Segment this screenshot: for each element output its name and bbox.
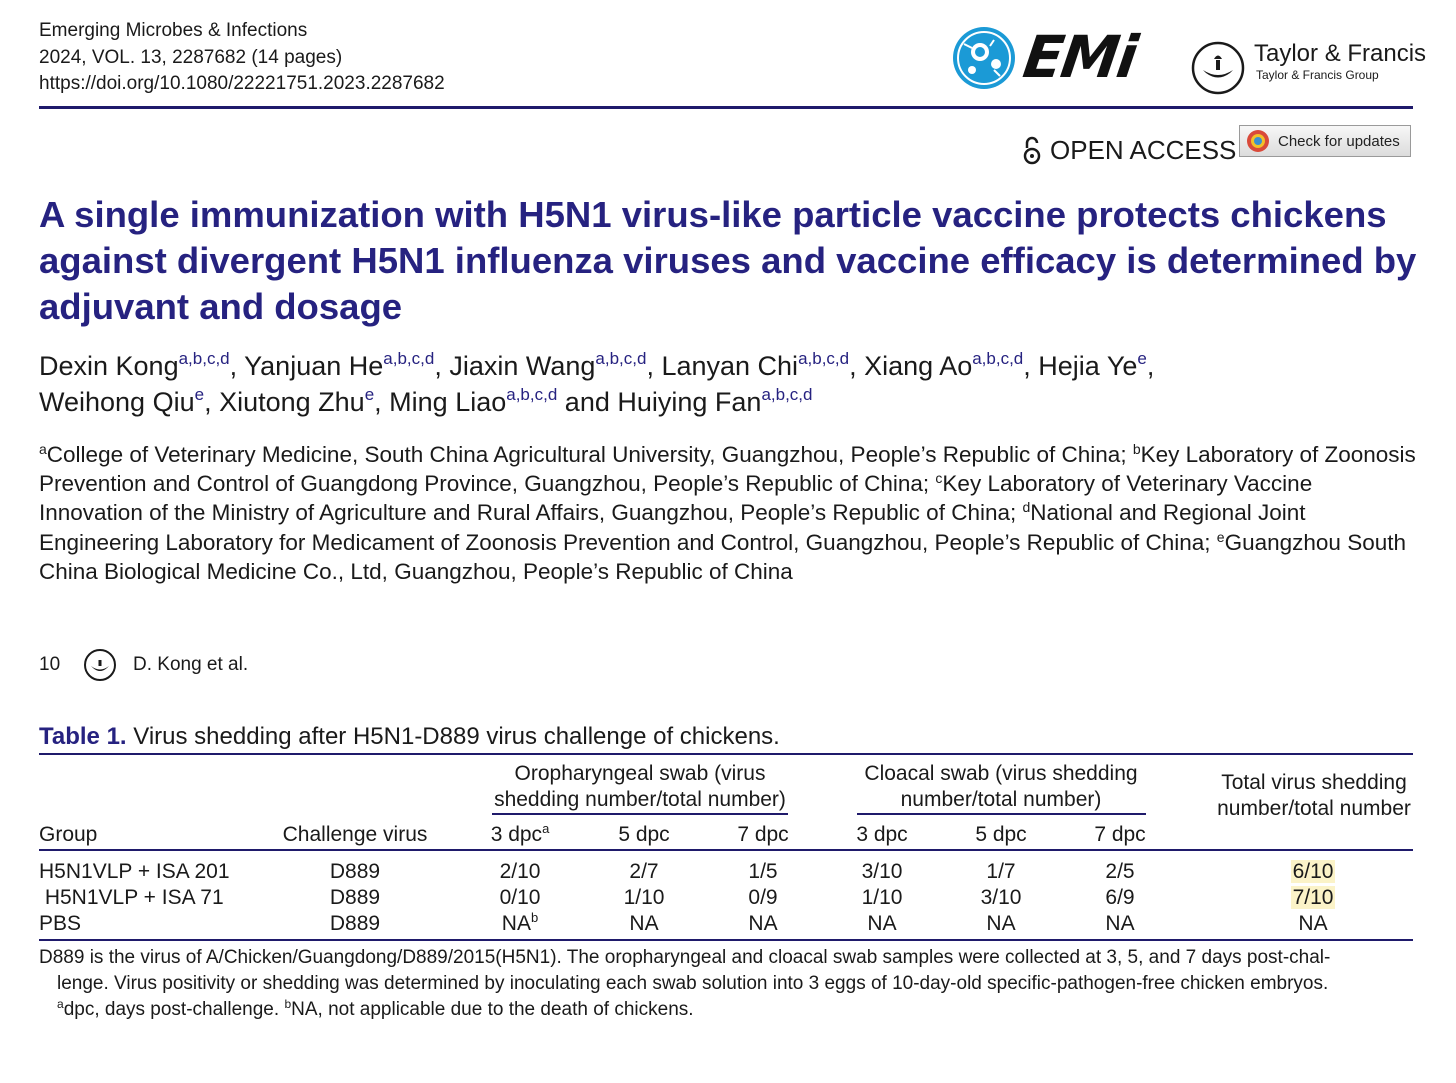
cell-oro-3dpc: $NA^b$ bbox=[501, 910, 539, 935]
cell-oro-5dpc: 2/7 bbox=[629, 860, 659, 883]
article-title: A single immunization with H5N1 virus-like particle vaccine protects chickens against divergent H5N1 influenza viruses and vaccine efficacy is determined by adjuvant and dosage bbox=[39, 194, 1417, 327]
open-lock-icon bbox=[1022, 135, 1042, 165]
author-list: Dexin Kong$^{a,b,c,d}$, Yanjuan He$^{a,b,c,d}$, Jiaxin Wang$^{a,b,c,d}$, Lanyan Chi$^{a,b,c,d}$, Xiang Ao$^{a,b,c,d}$, Hejia Ye$^e$, Weihong Qiu$^e$, Xiutong Zhu$^e$, Ming Liao$^{a,b,c,d}$ and Huiying Fan$^{a,b,c,d}$ bbox=[39, 349, 1155, 417]
cell-clo-7dpc: 2/5 bbox=[1105, 860, 1135, 883]
check-for-updates-button[interactable] bbox=[1239, 125, 1411, 157]
highlighted-total: 7/10 bbox=[1292, 886, 1334, 909]
table-caption: Table 1. Virus shedding after H5N1-D889 virus challenge of chickens. bbox=[39, 723, 780, 750]
cell-oro-7dpc: 1/5 bbox=[748, 860, 778, 883]
cell-clo-7dpc: 6/9 bbox=[1105, 886, 1135, 909]
header-oropharyngeal: Oropharyngeal swab (virus shedding number/total number) bbox=[494, 762, 786, 811]
header-oro-7dpc: 7 dpc bbox=[737, 823, 789, 846]
journal-volume: 2024, VOL. 13, 2287682 (14 pages) bbox=[39, 46, 343, 68]
oropharyngeal-subrule bbox=[492, 813, 788, 815]
author[interactable]: Yanjuan He$^{a,b,c,d}$ bbox=[244, 349, 435, 381]
cell-total bbox=[1263, 859, 1363, 885]
header-clo-7dpc: 7 dpc bbox=[1094, 823, 1146, 846]
virus-globe-icon bbox=[950, 24, 1018, 92]
header-group: Group bbox=[39, 823, 98, 846]
cell-virus: D889 bbox=[329, 860, 381, 883]
cell-clo-7dpc: NA bbox=[1105, 912, 1135, 935]
lamp-icon bbox=[1190, 40, 1246, 96]
header-total: Total virus shedding number/total number bbox=[1217, 771, 1411, 820]
cell-virus: D889 bbox=[329, 886, 381, 909]
emi-logo-text: EMi bbox=[1019, 23, 1140, 91]
header-oro-3dpc: 3 dpc$^a$ bbox=[490, 821, 550, 846]
author[interactable]: Huiying Fan$^{a,b,c,d}$ bbox=[617, 385, 813, 417]
table-bottom-rule bbox=[39, 939, 1413, 941]
open-access-label: OPEN ACCESS bbox=[1050, 135, 1237, 165]
author[interactable]: Hejia Ye$^e$ bbox=[1038, 349, 1147, 381]
cell-oro-5dpc: 1/10 bbox=[623, 886, 665, 909]
cell-clo-3dpc: 1/10 bbox=[861, 886, 903, 909]
cell-total: NA bbox=[1298, 912, 1328, 935]
author[interactable]: Xiutong Zhu$^e$ bbox=[219, 385, 375, 417]
cell-group: H5N1VLP + ISA 71 bbox=[39, 886, 224, 909]
journal-doi[interactable]: https://doi.org/10.1080/22221751.2023.2287682 bbox=[39, 73, 445, 94]
cell-clo-3dpc: NA bbox=[867, 912, 897, 935]
author[interactable]: Xiang Ao$^{a,b,c,d}$ bbox=[864, 349, 1024, 381]
cell-oro-5dpc: NA bbox=[629, 912, 659, 935]
cloacal-subrule bbox=[857, 813, 1146, 815]
running-head-authors: D. Kong et al. bbox=[133, 654, 249, 675]
author[interactable]: Weihong Qiu$^e$ bbox=[39, 385, 205, 417]
cell-clo-3dpc: 3/10 bbox=[861, 860, 903, 883]
lamp-icon bbox=[83, 648, 117, 682]
author[interactable]: Dexin Kong$^{a,b,c,d}$ bbox=[39, 349, 230, 381]
header-challenge-virus: Challenge virus bbox=[282, 823, 428, 846]
header-clo-3dpc: 3 dpc bbox=[856, 823, 908, 846]
cell-oro-7dpc: 0/9 bbox=[748, 886, 778, 909]
author[interactable]: Jiaxin Wang$^{a,b,c,d}$ bbox=[449, 349, 647, 381]
check-for-updates-label: Check for updates bbox=[1278, 132, 1400, 150]
cell-clo-5dpc: 3/10 bbox=[980, 886, 1022, 909]
cell-clo-5dpc: NA bbox=[986, 912, 1016, 935]
cell-group: H5N1VLP + ISA 201 bbox=[39, 860, 230, 883]
cell-oro-7dpc: NA bbox=[748, 912, 778, 935]
table-header-rule bbox=[39, 849, 1413, 851]
table-label: Table 1. bbox=[39, 723, 127, 750]
cell-virus: D889 bbox=[329, 912, 381, 935]
journal-meta bbox=[39, 18, 445, 98]
header-rule bbox=[39, 106, 1413, 109]
author[interactable]: Lanyan Chi$^{a,b,c,d}$ bbox=[661, 349, 850, 381]
header-clo-5dpc: 5 dpc bbox=[975, 823, 1027, 846]
running-head bbox=[39, 648, 248, 682]
cell-oro-3dpc: 0/10 bbox=[499, 886, 541, 909]
author[interactable]: Ming Liao$^{a,b,c,d}$ bbox=[389, 385, 558, 417]
cell-total bbox=[1263, 885, 1363, 911]
cell-clo-5dpc: 1/7 bbox=[986, 860, 1016, 883]
header-oro-5dpc: 5 dpc bbox=[618, 823, 670, 846]
publisher-logo bbox=[1190, 40, 1427, 96]
publisher-name: Taylor & Francis bbox=[1254, 40, 1427, 67]
header-cloacal: Cloacal swab (virus shedding number/total number) bbox=[864, 762, 1138, 811]
journal-name: Emerging Microbes & Infections bbox=[39, 20, 308, 41]
affiliations: $^a$College of Veterinary Medicine, South China Agricultural University, Guangzhou, People’s Republic of China; $^b$Key Laboratory of Zoonosis Prevention and Control of Guangdong Province, Guangzhou, People’s Republic of China; $^c$Key Laboratory of Veterinary Vaccine Innovation of the Ministry of Agriculture and Rural Affairs, Guangzhou, People’s Republic of China; $^d$National and Regional Joint Engineering Laboratory for Medicament of Zoonosis Prevention and Control, Guangzhou, People’s Republic of China; $^e$Guangzhou South China Biological Medicine Co., Ltd, Guangzhou, People’s Republic of China bbox=[39, 441, 1416, 584]
crossmark-icon bbox=[1246, 129, 1270, 153]
publisher-group: Taylor & Francis Group bbox=[1256, 68, 1379, 82]
cell-oro-3dpc: 2/10 bbox=[499, 860, 541, 883]
emi-logo bbox=[950, 24, 1165, 94]
table-footnote: D889 is the virus of A/Chicken/Guangdong/D889/2015(H5N1). The oropharyngeal and cloacal swab samples were collected at 3, 5, and 7 days post-chal- lenge. Virus positivity or shedding was determined by inoculating each swab solution into 3 eggs of 10-day-old specific-pathogen-free chicken embryos. $^a$dpc, days post-challenge. $^b$NA, not applicable due to the death of chickens. bbox=[39, 947, 1331, 1020]
page-number: 10 bbox=[39, 654, 61, 675]
table-top-rule bbox=[39, 753, 1413, 755]
cell-group: PBS bbox=[39, 912, 82, 935]
highlighted-total: 6/10 bbox=[1292, 860, 1334, 883]
open-access-badge bbox=[1022, 134, 1236, 166]
